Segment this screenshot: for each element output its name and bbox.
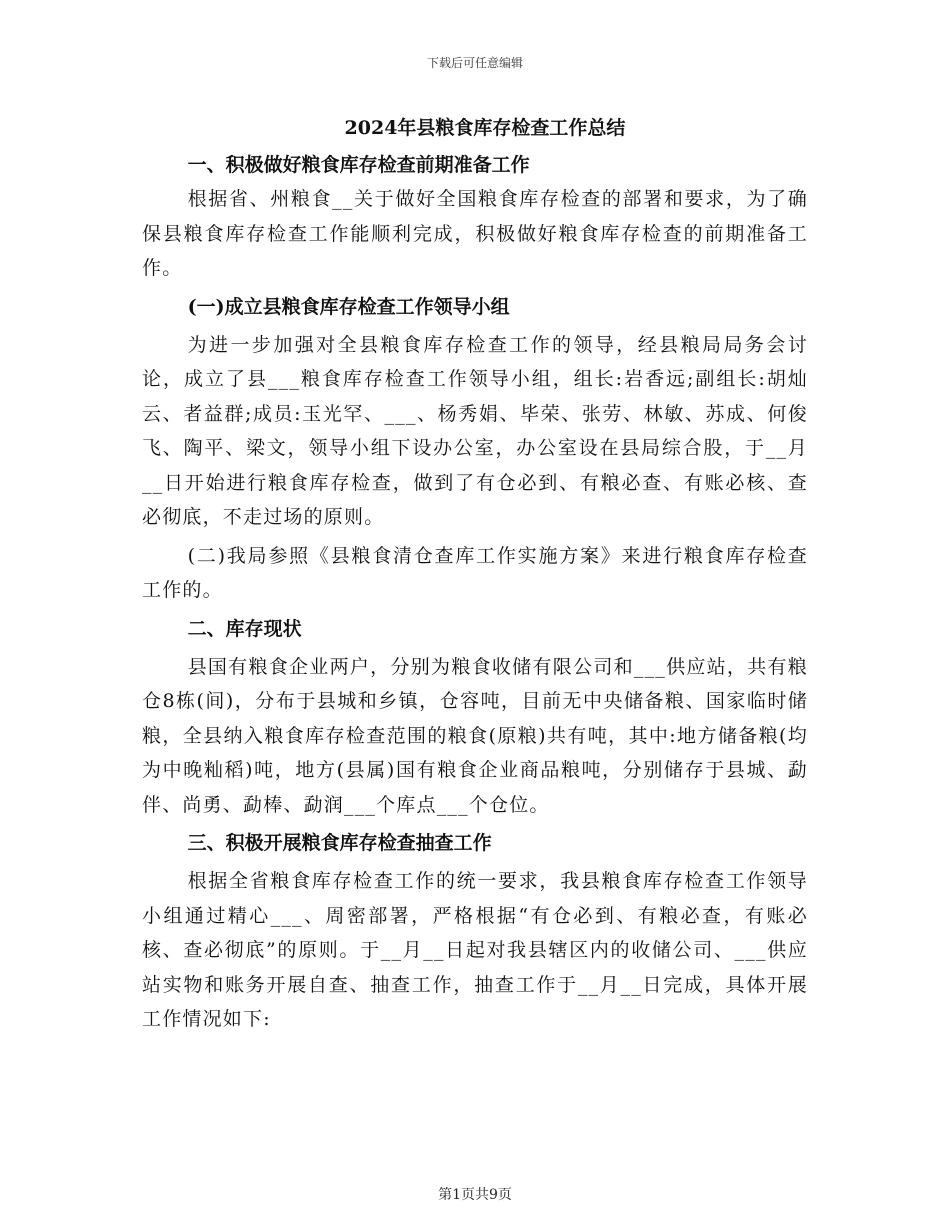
subsection-1-heading: (一)成立县粮食库存检查工作领导小组 — [187, 295, 510, 318]
page-number: 第1页共9页 — [438, 1187, 512, 1203]
section-3-heading: 三、积极开展粮食库存检查抽查工作 — [187, 832, 492, 854]
header-note: 下载后可任意编辑 — [426, 56, 523, 70]
section-1-heading: 一、积极做好粮食库存检查前期准备工作 — [187, 154, 530, 176]
section-1-paragraph: 根据省、州粮食__关于做好全国粮食库存检查的部署和要求，为了确保县粮食库存检查工作能顺利完成，积极做好粮食库存检查的前期准备工作。 — [142, 188, 808, 279]
section-3-paragraph: 根据全省粮食库存检查工作的统一要求，我县粮食库存检查工作领导小组通过精心___、周密部署，严格根据“有仓必到、有粮必查，有账必核、查必彻底”的原则。于__月__日起对我县辖区内的收储公司、___供应站实物和账务开展自查、抽查工作，抽查工作于__月__日完成，具体开展工作情况如下: — [142, 870, 808, 1030]
subsection-1-paragraph: 为进一步加强对全县粮食库存检查工作的领导，经县粮局局务会讨论，成立了县___粮食库存检查工作领导小组，组长:岩香远;副组长:胡灿云、者益群;成员:玉光罕、___、杨秀娟、毕荣、张劳、林敏、苏成、何俊飞、陶平、梁文，领导小组下设办公室，办公室设在县局综合股，于__月__日开始进行粮食库存检查，做到了有仓必到、有粮必查、有账必核、查必彻底，不走过场的原则。 — [142, 333, 808, 528]
section-2-heading: 二、库存现状 — [187, 617, 302, 640]
subsection-2-paragraph: (二)我局参照《县粮食清仓查库工作实施方案》来进行粮食库存检查工作的。 — [142, 544, 808, 601]
document-body — [142, 108, 808, 1037]
section-2-paragraph: 县国有粮食企业两户，分别为粮食收储有限公司和___供应站，共有粮仓8栋(间)，分布于县城和乡镇，仓容吨，目前无中央储备粮、国家临时储粮，全县纳入粮食库存检查范围的粮食(原粮)共有吨，其中:地方储备粮(均为中晚籼稻)吨，地方(县属)国有粮食企业商品粮吨，分别储存于县城、勐伴、尚勇、勐棒、勐润___个库点___个仓位。 — [142, 655, 808, 816]
document-title: 2024年县粮食库存检查工作总结 — [344, 117, 626, 139]
